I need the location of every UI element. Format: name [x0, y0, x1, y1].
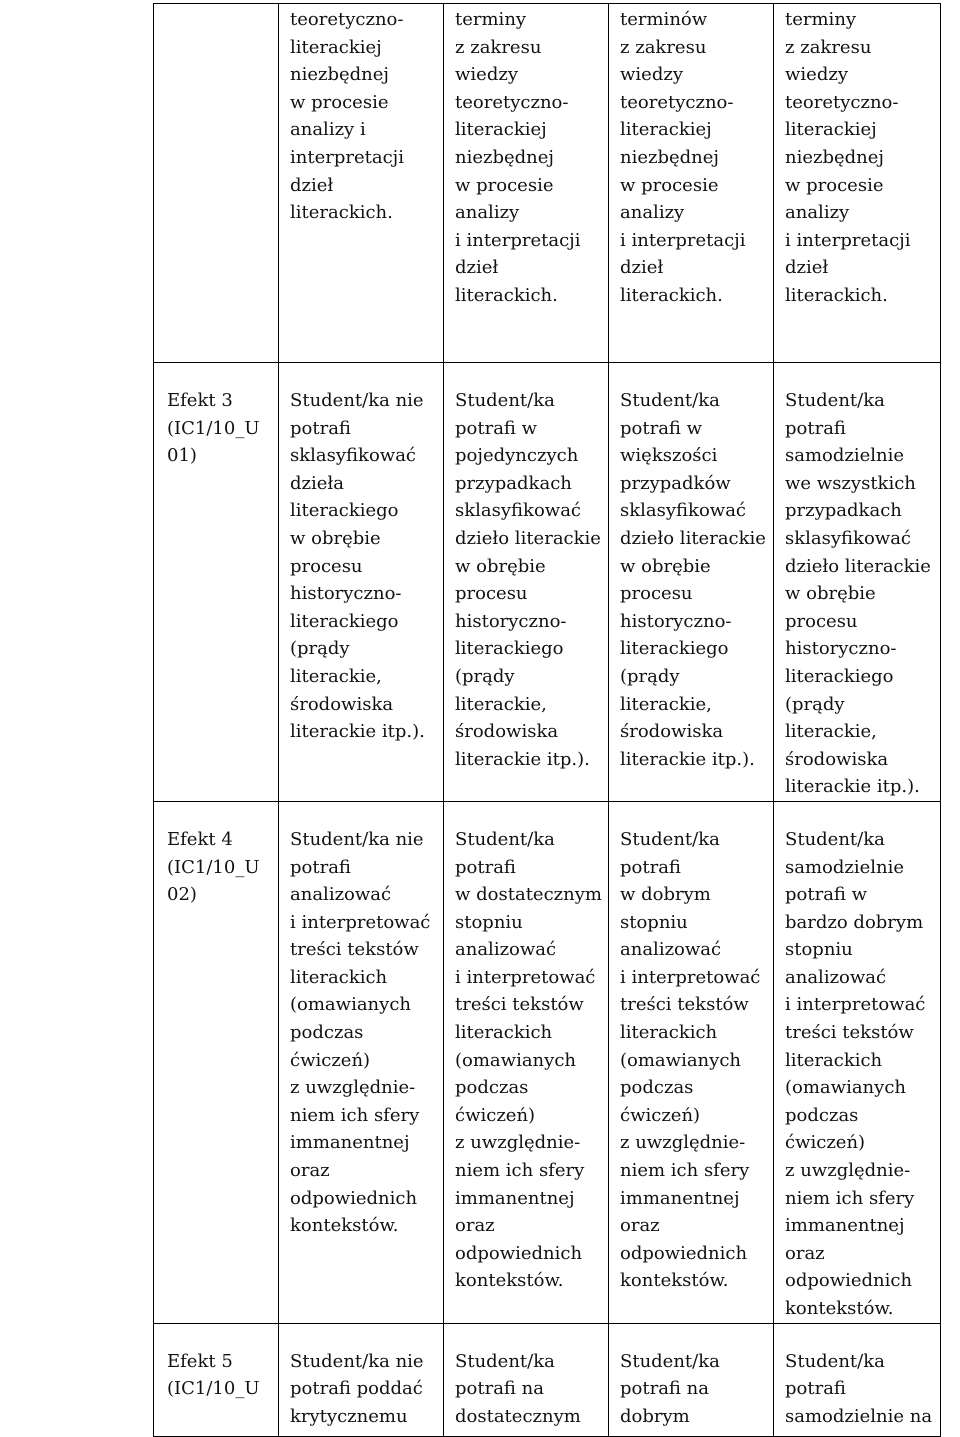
- criterion-text: Student/ka potrafi w dostatecznym stopniu analizować i interpretować treści tekstów literackich (omawianych podczas ćwiczeń) z uwzględnie- niem ich sfery immanentnej oraz odpowiednich kontekstów.: [455, 828, 602, 1292]
- grade-cell-insufficient: [279, 1323, 444, 1436]
- grade-cell-sufficient: [444, 4, 609, 363]
- criterion-text: Student/ka potrafi w pojedynczych przypadkach sklasyfikować dzieło literackie w obrębie procesu historyczno- literackiego (prądy literackie, środowiska literackie itp.).: [455, 390, 601, 770]
- table-row: [154, 801, 941, 1323]
- effect-label: Efekt 4 (IC1/10_U 02): [167, 828, 260, 906]
- grade-cell-insufficient: [279, 801, 444, 1323]
- criterion-text: Student/ka potrafi na dobrym: [620, 1350, 720, 1427]
- effect-label: [154, 4, 278, 6]
- grade-cell-very-good: [774, 801, 941, 1323]
- grade-cell-sufficient: [444, 801, 609, 1323]
- effect-label: Efekt 3 (IC1/10_U 01): [167, 390, 260, 467]
- grade-cell-very-good: [774, 4, 941, 363]
- criterion-text: Student/ka nie potrafi analizować i interpretować treści tekstów literackich (omawianych podczas ćwiczeń) z uwzględnie- niem ich sfery immanentnej oraz odpowiednich kontekstów.: [290, 828, 431, 1237]
- criterion-text: Student/ka samodzielnie potrafi w bardzo dobrym stopniu analizować i interpretować treści tekstów literackich (omawianych podczas ćwiczeń) z uwzględnie- niem ich sfery immanentnej oraz odpowiednich kontekstów.: [785, 828, 926, 1319]
- criterion-text: terminów z zakresu wiedzy teoretyczno- literackiej niezbędnej w procesie analizy i interpretacji dzieł literackich.: [620, 9, 746, 306]
- effect-label-cell: [154, 801, 279, 1323]
- criterion-text: terminy z zakresu wiedzy teoretyczno- literackiej niezbędnej w procesie analizy i interpretacji dzieł literackich.: [785, 9, 911, 306]
- grade-cell-good: [609, 363, 774, 802]
- criterion-text: Student/ka potrafi na dostatecznym: [455, 1350, 581, 1427]
- table-row: [154, 4, 941, 363]
- effect-label-cell: [154, 1323, 279, 1436]
- criterion-text: Student/ka potrafi w większości przypadków sklasyfikować dzieło literackie w obrębie procesu historyczno- literackiego (prądy literackie, środowiska literackie itp.).: [620, 390, 766, 770]
- effect-label: Efekt 5 (IC1/10_U: [167, 1350, 260, 1400]
- grade-cell-insufficient: [279, 363, 444, 802]
- grade-cell-very-good: [774, 363, 941, 802]
- criterion-text: Student/ka nie potrafi sklasyfikować dzieła literackiego w obrębie procesu historyczno- literackiego (prądy literackie, środowiska literackie itp.).: [290, 390, 425, 743]
- criterion-text: Student/ka potrafi w dobrym stopniu analizować i interpretować treści tekstów literackich (omawianych podczas ćwiczeń) z uwzględnie- niem ich sfery immanentnej oraz odpowiednich kontekstów.: [620, 828, 761, 1292]
- table-row: [154, 1323, 941, 1436]
- table-row: [154, 363, 941, 802]
- effect-label-cell: [154, 363, 279, 802]
- grade-cell-very-good: [774, 1323, 941, 1436]
- assessment-criteria-table: [153, 3, 941, 1437]
- grade-cell-good: [609, 801, 774, 1323]
- criterion-text: Student/ka nie potrafi poddać krytycznemu: [290, 1350, 424, 1427]
- grade-cell-good: [609, 4, 774, 363]
- grade-cell-insufficient: [279, 4, 444, 363]
- criterion-text: terminy z zakresu wiedzy teoretyczno- literackiej niezbędnej w procesie analizy i interpretacji dzieł literackich.: [455, 9, 581, 306]
- grade-cell-good: [609, 1323, 774, 1436]
- effect-label-cell: [154, 4, 279, 363]
- criterion-text: Student/ka potrafi samodzielnie na: [785, 1350, 933, 1427]
- grade-cell-sufficient: [444, 363, 609, 802]
- criterion-text: Student/ka potrafi samodzielnie we wszystkich przypadkach sklasyfikować dzieło literackie w obrębie procesu historyczno- literackiego (prądy literackie, środowiska literackie itp.).: [785, 390, 931, 798]
- grade-cell-sufficient: [444, 1323, 609, 1436]
- criterion-text: teoretyczno- literackiej niezbędnej w procesie analizy i interpretacji dzieł literackich.: [290, 9, 405, 224]
